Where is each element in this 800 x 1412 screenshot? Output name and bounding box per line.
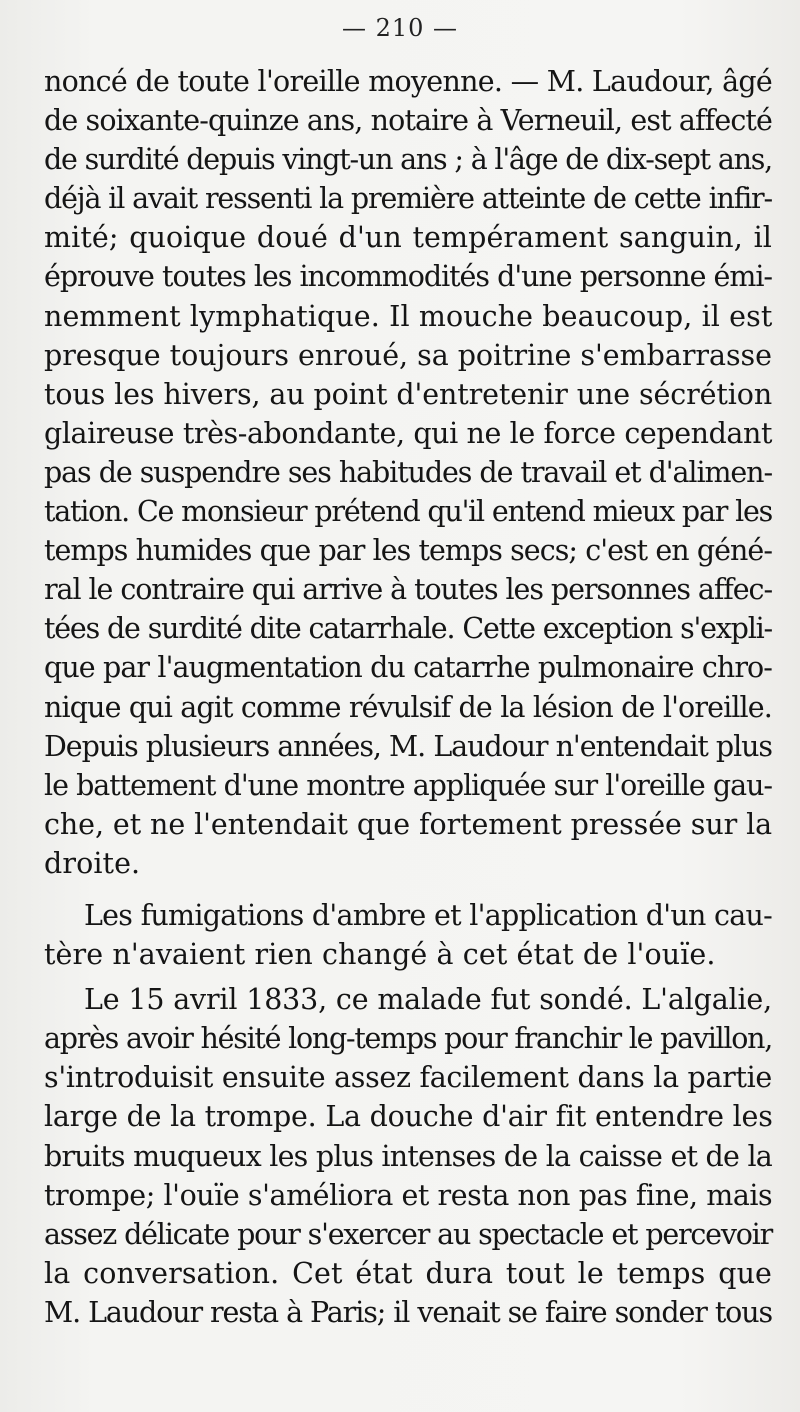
text-line: Le 15 avril 1833, ce malade fut sondé. L'algalie, [84,983,772,1017]
paragraph-3 [44,980,772,1332]
text-line: tous les hivers, au point d'entretenir une sécrétion [44,377,773,411]
text-line: après avoir hésité long-temps pour franchir le pavillon, [44,1022,772,1056]
paragraph-1 [44,62,772,883]
text-line: pas de suspendre ses habitudes de travail et d'alimen- [44,455,772,489]
text-line: che, et ne l'entendait que fortement pressée sur la [44,807,773,841]
text-line: la conversation. Cet état dura tout le temps que [44,1256,772,1290]
body-text [44,62,772,1332]
text-line: de soixante-quinze ans, notaire à Verneuil, est affecté [44,104,772,138]
text-line: Les fumigations d'ambre et l'application d'un cau- [84,898,772,932]
text-line: glaireuse très-abondante, qui ne le force cependant [44,416,772,450]
text-line: que par l'augmentation du catarrhe pulmonaire chro- [44,651,772,685]
text-line: M. Laudour resta à Paris; il venait se faire sonder tous [44,1295,772,1329]
text-line: le battement d'une montre appliquée sur l'oreille gau- [44,768,772,802]
text-line: large de la trompe. La douche d'air fit entendre les [44,1100,773,1134]
text-line: droite. [44,846,141,880]
text-line: nique qui agit comme révulsif de la lésion de l'oreille. [44,690,772,724]
text-line: trompe; l'ouïe s'améliora et resta non pas fine, mais [44,1178,773,1212]
text-line: s'introduisit ensuite assez facilement dans la partie [44,1061,772,1095]
text-line: Depuis plusieurs années, M. Laudour n'entendait plus [44,729,772,763]
text-line: tation. Ce monsieur prétend qu'il entend mieux par les [44,495,772,529]
text-line: noncé de toute l'oreille moyenne. — M. Laudour, âgé [44,65,772,98]
text-line: temps humides que par les temps secs; c'est en géné- [44,534,772,568]
text-line: nemment lymphatique. Il mouche beaucoup, il est [44,299,773,333]
text-line: assez délicate pour s'exercer au spectacle et percevoir [44,1217,772,1251]
text-line: déjà il avait ressenti la première atteinte de cette infir- [44,182,772,216]
text-line: ral le contraire qui arrive à toutes les personnes affec- [44,573,772,607]
text-line: tées de surdité dite catarrhale. Cette exception s'expli- [44,612,772,646]
paragraph-2 [44,896,772,974]
text-line: de surdité depuis vingt-un ans ; à l'âge de dix-sept ans, [44,143,772,177]
page-number: — 210 — [341,14,459,42]
text-line: tère n'avaient rien changé à cet état de l'ouïe. [44,938,716,972]
text-line: bruits muqueux les plus intenses de la caisse et de la [44,1139,772,1173]
text-line: éprouve toutes les incommodités d'une personne émi- [44,260,772,294]
text-line: presque toujours enroué, sa poitrine s'embarrasse [44,338,772,372]
text-line: mité; quoique doué d'un tempérament sanguin, il [44,221,772,255]
